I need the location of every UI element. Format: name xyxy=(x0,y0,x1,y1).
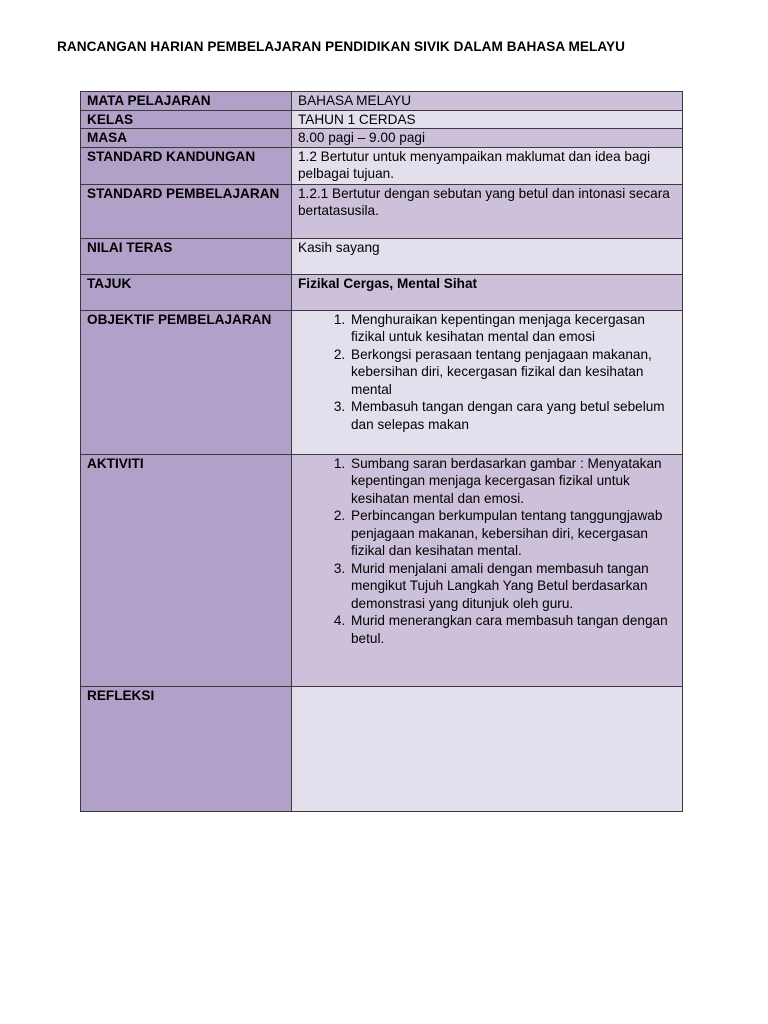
row-mata-pelajaran xyxy=(81,92,683,111)
label-kelas: KELAS xyxy=(81,110,292,129)
list-item: 4. Murid menerangkan cara membasuh tangan dengan betul. xyxy=(349,612,676,647)
label-standard-pembelajaran: STANDARD PEMBELAJARAN xyxy=(81,184,292,238)
row-kelas xyxy=(81,110,683,129)
row-tajuk xyxy=(81,274,683,310)
list-item: 3. Murid menjalani amali dengan membasuh tangan mengikut Tujuh Langkah Yang Betul berdasarkan demonstrasi yang ditunjuk oleh guru. xyxy=(349,560,676,613)
value-tajuk: Fizikal Cergas, Mental Sihat xyxy=(292,274,683,310)
row-nilai-teras xyxy=(81,238,683,274)
label-aktiviti: AKTIVITI xyxy=(81,454,292,686)
row-refleksi xyxy=(81,686,683,811)
value-nilai-teras: Kasih sayang xyxy=(292,238,683,274)
row-standard-kandungan xyxy=(81,147,683,184)
lesson-plan-table xyxy=(80,91,683,812)
label-standard-kandungan: STANDARD KANDUNGAN xyxy=(81,147,292,184)
label-refleksi: REFLEKSI xyxy=(81,686,292,811)
aktiviti-list xyxy=(298,455,676,648)
value-standard-kandungan: 1.2 Bertutur untuk menyampaikan maklumat dan idea bagi pelbagai tujuan. xyxy=(292,147,683,184)
value-refleksi xyxy=(292,686,683,811)
value-objektif xyxy=(292,310,683,454)
label-nilai-teras: NILAI TERAS xyxy=(81,238,292,274)
objektif-list xyxy=(298,311,676,434)
label-masa: MASA xyxy=(81,129,292,148)
value-masa: 8.00 pagi – 9.00 pagi xyxy=(292,129,683,148)
row-standard-pembelajaran xyxy=(81,184,683,238)
label-objektif: OBJEKTIF PEMBELAJARAN xyxy=(81,310,292,454)
value-mata-pelajaran: BAHASA MELAYU xyxy=(292,92,683,111)
row-aktiviti xyxy=(81,454,683,686)
value-aktiviti xyxy=(292,454,683,686)
list-item: 1. Menghuraikan kepentingan menjaga kecergasan fizikal untuk kesihatan mental dan emosi xyxy=(349,311,676,346)
list-item: 3. Membasuh tangan dengan cara yang betul sebelum dan selepas makan xyxy=(349,398,676,433)
value-standard-pembelajaran: 1.2.1 Bertutur dengan sebutan yang betul dan intonasi secara bertatasusila. xyxy=(292,184,683,238)
list-item: 2. Perbincangan berkumpulan tentang tanggungjawab penjagaan makanan, kebersihan diri, kecergasan fizikal dan kesihatan mental. xyxy=(349,507,676,560)
document-title: RANCANGAN HARIAN PEMBELAJARAN PENDIDIKAN SIVIK DALAM BAHASA MELAYU xyxy=(57,39,625,54)
list-item: 2. Berkongsi perasaan tentang penjagaan makanan, kebersihan diri, kecergasan fizikal dan kesihatan mental xyxy=(349,346,676,399)
value-kelas: TAHUN 1 CERDAS xyxy=(292,110,683,129)
label-mata-pelajaran: MATA PELAJARAN xyxy=(81,92,292,111)
row-masa xyxy=(81,129,683,148)
list-item: 1. Sumbang saran berdasarkan gambar : Menyatakan kepentingan menjaga kecergasan fizikal untuk kesihatan mental dan emosi. xyxy=(349,455,676,508)
label-tajuk: TAJUK xyxy=(81,274,292,310)
row-objektif xyxy=(81,310,683,454)
